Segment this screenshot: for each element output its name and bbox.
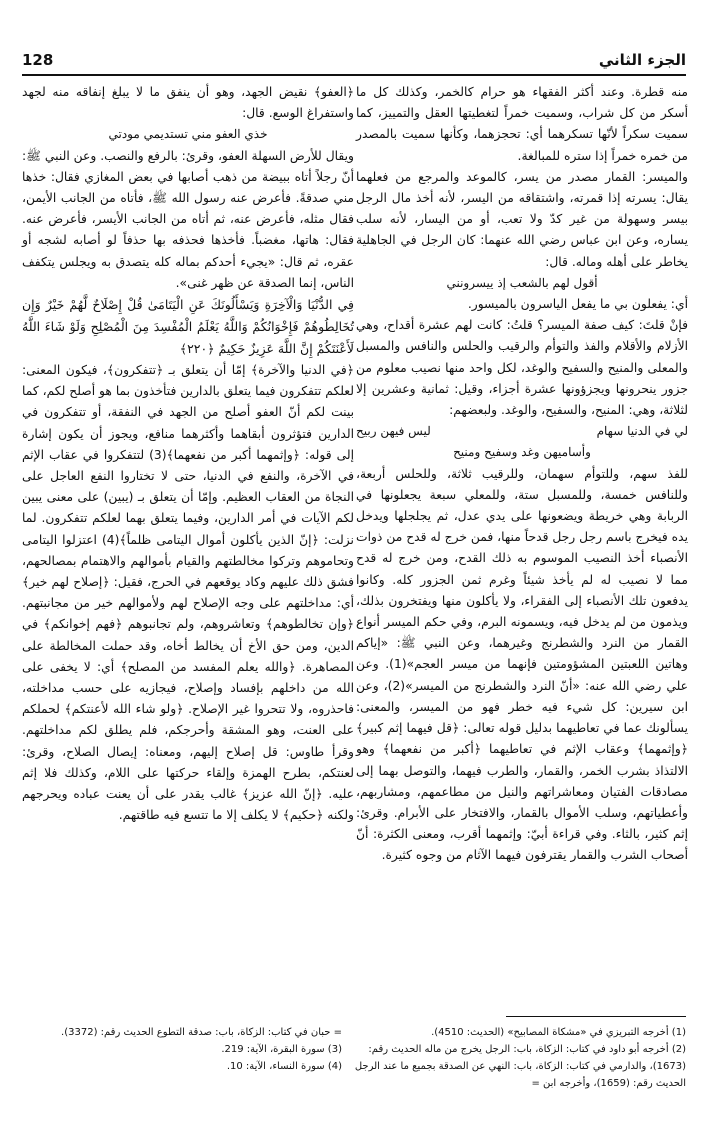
footnotes-left	[22, 1024, 342, 1075]
paragraph: والميسر: القمار مصدر من يسر، كالموعد والمرجع من فعلهما يقال: يسرته إذا قمرته، واشتقاقه من اليسر، لأنه أخذ مال الرجل بيسر وسهولة من غير كدّ ولا تعب، أو من اليسار، لأنه سلب يساره، وعن ابن عباس رضي الله عنهما: كان الرجل في الجاهلية يخاطر على أهله وماله. قال:	[356, 169, 688, 269]
paragraph: ويقال للأرض السهلة العفو، وقرئ: بالرفع والنصب. وعن النبي ﷺ: أنّ رجلاً أتاه ببيضة من ذهب أصابها في بعض المغازي فقال: خذها مني صدقةً. فأعرض عنه رسول الله ﷺ، فأتاه من الجانب الأيمن، فقال مثله، فأعرض عنه، ثم أتاه من الجانب الأيسر، فأعرض عنه. فقال: هاتها، مغضباً. فأخذها فحذفه بها حذفاً لو أصابه لشجه أو عقره، ثم قال: «يجيء أحدكم بماله كله يتصدق به ويجلس يتكفف الناس، إنما الصدقة عن ظهر غنى».	[22, 148, 354, 290]
footnote: (3) سورة البقرة، الآية: 219.	[221, 1044, 342, 1055]
paragraph: أي: يفعلون بي ما يفعل الياسرون بالميسور.	[467, 297, 688, 312]
poem-verse: أقول لهم بالشعب إذ ييسرونني	[446, 275, 598, 290]
poem-hemistich: ليس فيهن ربيح	[356, 424, 431, 439]
paragraph: للفذ سهم، وللتوأم سهمان، وللرقيب ثلاثة، وللحلس أربعة، وللنافس خمسة، وللمسبل ستة، وللمعلي سبعة يجعلونها في الربابة وهي خريطة ويضعونها على يدي عدل، ثم يجلجلها ويدخل يده فيخرج باسم رجل رجل قدحاً منها، فمن خرج له قدح من ذوات الأنصباء أخذ النصيب الموسوم به ذلك القدح، ومن خرج له قدح مما لا نصيب له لم يأخذ شيئاً وغرم ثمن الجزور كله. وكانوا يدفعون تلك الأنصباء إلى الفقراء، ولا يأكلون منها ويفتخرون بذلك، ويذمون من لم يدخل فيه، ويسمونه البرم، وفي حكم الميسر أنواع القمار من النرد والشطرنج وغيرهما، وعن النبي ﷺ: «إياكم وهاتين اللعبتين المشؤومتين فإنهما من ميسر العجم»(1). وعن علي رضي الله عنه: «أنّ النرد والشطرنج من الميسر»(2)، وعن ابن سيرين: كل شيء فيه خطر فهو من الميسر، والمعنى: يسألونك عما في تعاطيهما بدليل قوله تعالى: ﴿قل فيهما إثم كبير﴾ ﴿وإثمهما﴾ وعقاب الإثم في تعاطيهما ﴿أكبر من نفعهما﴾ وهو الالتذاذ بشرب الخمر، والقمار، والطرب فيهما، والتوصل بهما إلى مصادقات الفتيان ومعاشراتهم والنيل من مطاعمهم، ومشاربهم، وأعطياتهم، وسلب الأموال بالقمار، والافتخار على الأبرام. وقرئ: إثم كثير، بالثاء. وفي قراءة أبيّ: وإثمهما أقرب، ومعنى الكثرة: أنّ أصحاب الشرب والقمار يقترفون فيهما الآثام من وجوه كثيرة.	[356, 466, 688, 863]
paragraph: ﴿في الدنيا والآخرة﴾ إمّا أن يتعلق بـ ﴿تتفكرون﴾، فيكون المعنى: لعلكم تتفكرون فيما يتعلق بالدارين فتأخذون بما هو أصلح لكم، كما بينت لكم أنّ العفو أصلح من الجهد في النفقة، أو تتفكرون في الدارين فتؤثرون أبقاهما وأكثرهما منافع، ويجوز أن يكون إشارة إلى قوله: ﴿وإثمهما أكبر من نفعهما﴾(3) لتتفكروا في عقاب الإثم في الآخرة، والنفع في الدنيا، حتى لا تختاروا النفع العاجل على النجاة من العقاب العظيم. وإمّا أن يتعلق بـ (يبين) على معنى يبين لكم الآيات في أمر الدارين، وفيما يتعلق بهما لعلكم تتفكرون. لما نزلت: ﴿إنّ الذين يأكلون أموال اليتامى ظلماً﴾(4) اعتزلوا اليتامى وتحاموهم وتركوا مخالطتهم والقيام بأموالهم والاهتمام بمصالحهم، فشق ذلك عليهم وكاد يوقعهم في الحرج، فقيل: ﴿إصلاح لهم خير﴾ أي: مداخلتهم على وجه الإصلاح لهم ولأموالهم خير من مجانبتهم. ﴿وإن تخالطوهم﴾ وتعاشروهم، ولم تجانبوهم ﴿فهم إخوانكم﴾ في الدين، ومن حق الأخ أن يخالط أخاه، وقد حملت المخالطة على المصاهرة. ﴿والله يعلم المفسد من المصلح﴾ أي: لا يخفى على الله من داخلهم بإفساد وإصلاح، فيجازيه على حسب مداخلته، فاحذروه، ولا تتحروا غير الإصلاح. ﴿ولو شاء الله لأعنتكم﴾ لحملكم على العنت، وهو المشقة وأحرجكم، فلم يطلق لكم مداخلتهم. وقرأ طاوس: قل إصلاح إليهم، ومعناه: إيصال الصلاح، وقرئ: لعنتكم، بطرح الهمزة وإلقاء حركتها على اللام، وكذلك فلا إثم عليه. ﴿إنّ الله عزيز﴾ غالب يقدر على أن يعنت عباده ويحرجهم ولكنه ﴿حكيم﴾ لا يكلف إلا ما تتسع فيه طاقتهم.	[22, 363, 354, 823]
poem-hemistich: لي في الدنيا سهام	[596, 424, 688, 439]
left-column	[22, 82, 354, 827]
paragraph: منه قطرة. وعند أكثر الفقهاء هو حرام كالخمر، وكذلك كل ما أسكر من كل شراب، وسميت خمراً لتغطيتها العقل والتمييز، كما سميت سكراً لأنّها تسكرهما أي: تحجزهما، وكأنها سميت بالمصدر من خمره خمراً إذا ستره للمبالغة.	[356, 85, 688, 163]
poem-verse: وأساميهن وغد وسفيح ومنيح	[453, 445, 591, 460]
poem-verse-pair	[356, 421, 688, 442]
header-rule	[22, 74, 686, 76]
footnote: (2) أخرجه أبو داود في كتاب: الزكاة، باب: الرجل يخرج من ماله الحديث رقم: (1673)، والدارمي في كتاب: الزكاة، باب: النهي عن الصدقة بجميع ما عند الرجل الحديث رقم: (1659)، وأخرجه ابن =	[354, 1044, 686, 1089]
footnote-divider	[506, 1016, 686, 1017]
paragraph: ﴿العفو﴾ نقيض الجهد، وهو أن ينفق ما لا يبلغ إنفاقه منه لجهد واستفراغ الوسع. قال:	[22, 85, 354, 121]
poem-verse: خذي العفو مني تستديمي مودتي	[108, 127, 268, 142]
paragraph: فإنْ قلتَ: كيف صفة الميسر؟ قلتُ: كانت لهم عشرة أقداح، وهي الأزلام والأقلام والفذ والتوأم والرقيب والحلس والنافس والمسبل والمعلى والمنيح والسفيح والوغد، لكل واحد منها نصيب معلوم من جزور ينحرونها ويجزؤونها عشرة أجزاء، وقيل: ثمانية وعشرين إلا لثلاثة، وهي: المنيح، والسفيح، والوغد. ولبعضهم:	[356, 318, 688, 418]
page-number: 128	[22, 51, 54, 69]
volume-title: الجزء الثاني	[598, 51, 686, 69]
footnote: (1) أخرجه التبريزي في «مشكاة المصابيح» (الحديث: 4510).	[431, 1027, 686, 1038]
footnote: (4) سورة النساء، الآية: 10.	[226, 1061, 342, 1072]
quran-verse: فِي الدُّنْيَا وَالْآخِرَةِ وَيَسْأَلُونَكَ عَنِ الْيَتَامَىٰ قُلْ إِصْلَاحٌ لَّهُمْ خَيْرٌ وَإِن تُخَالِطُوهُمْ فَإِخْوَانُكُمْ وَاللَّهُ يَعْلَمُ الْمُفْسِدَ مِنَ الْمُصْلِحِ وَلَوْ شَاءَ اللَّهُ لَأَعْنَتَكُمْ إِنَّ اللَّهَ عَزِيزٌ حَكِيمٌ ﴿٢٢٠﴾	[22, 297, 354, 357]
footnote: = حبان في كتاب: الزكاة، باب: صدقة التطوع الحديث رقم: (3372).	[61, 1027, 342, 1038]
right-column	[356, 82, 688, 867]
footnotes-right	[346, 1024, 686, 1092]
running-header	[22, 48, 686, 72]
